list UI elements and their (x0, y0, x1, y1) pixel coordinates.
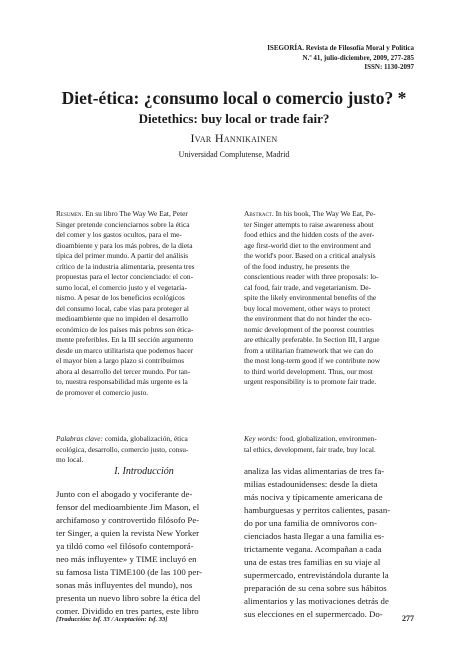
resumen-line: el mayor bien a largo plazo si contribuimos (56, 356, 185, 365)
palabras-clave-label: Palabras clave: (56, 434, 103, 443)
body-line: cienciados hasta llegar a una familia es- (244, 531, 385, 541)
body-line: ter Singer, a quien la revista New Yorker (56, 528, 200, 538)
resumen-line: típica del primer mundo. A partir del análisis (56, 251, 189, 260)
resumen-line: económico de los países más pobres son ética- (56, 324, 194, 334)
abstract-line: urgent responsibility is to promote fair trade. (244, 377, 377, 386)
body-line: hamburguesas y perritos calientes, pasan- (244, 505, 391, 515)
resumen-line: sumo local, el comercio justo y el vegetaria- (56, 282, 187, 292)
body-line: ya tildó como «el filósofo contemporá- (56, 541, 194, 551)
body-line: alimentarios y las motivaciones detrás de (244, 596, 389, 606)
resumen-line: propuestas para el lector concienciado: el con- (56, 272, 194, 281)
journal-issue: N.º 41, julio-diciembre, 2009, 277-285 (302, 53, 414, 62)
footer-dates: [Traducción: Isf. 33 / Aceptación: Isf. 33] (56, 616, 168, 623)
resumen-line: del comer y los gastos ocultos, para el me- (56, 230, 182, 239)
body-line: milias estadounidenses: desde la dieta (244, 479, 378, 489)
abstract-label: Abstract. (244, 209, 274, 218)
body-column-left (56, 488, 232, 618)
body-line: sonas más influyentes del mundo), nos (56, 580, 193, 590)
body-line: preparación de su cena sobre sus hábitos (244, 583, 387, 593)
key-words-line-first (244, 434, 420, 445)
abstract-line: to third world development. Thus, our most (244, 366, 373, 376)
resumen-line: ahora al desarrollo del tercer mundo. Por tan- (56, 366, 191, 376)
resumen-line: dioambiente y para los más pobres, de la dieta (56, 240, 193, 250)
body-line: más nociva y típicamente americana de (244, 492, 383, 502)
abstract-line: are ethically preferable. In Section III, I argue (244, 335, 380, 344)
body-line: fensor del medioambiente Jim Mason, el (56, 502, 200, 512)
abstract-line: nomic development of the poorest countries (244, 324, 374, 334)
section-heading: I. Introducción (114, 466, 174, 477)
article-title: Diet-ética: ¿consumo local o comercio justo? * (61, 88, 407, 108)
body-line: su famosa lista TIME100 (de las 100 per- (56, 567, 202, 577)
abstract-line: spite the likely environmental benefits of the (244, 293, 377, 302)
abstract-block (244, 209, 420, 388)
abstract-line: the world's poor. Based on a critical analysis (244, 251, 376, 260)
resumen-line: del consumo local, cabe vías para proteger al (56, 303, 189, 313)
journal-header (267, 44, 414, 73)
key-words-block (244, 434, 420, 455)
resumen-line: desde un marco utilitarista que podemos hacer (56, 345, 194, 355)
abstract-line: cal food, fair trade, and vegetarianism. De- (244, 282, 372, 292)
abstract-line: age first-world diet to the environment and (244, 240, 371, 250)
author-name: Ivar Hannikainen (190, 131, 278, 145)
author-affiliation: Universidad Complutense, Madrid (178, 150, 290, 159)
palabras-clave-block (56, 434, 232, 466)
journal-issn: ISSN: 1130-2097 (364, 63, 414, 71)
resumen-line: medioambiente que no impiden el desarrollo (56, 314, 188, 323)
body-line: presenta un nuevo libro sobre la ética del (56, 593, 201, 603)
journal-name: ISEGORÍA. Revista de Filosofía Moral y Política (267, 44, 414, 52)
body-line: una de estas tres familias en su viaje al (244, 557, 381, 567)
resumen-line: mente preferibles. En la III sección argumento (56, 335, 194, 344)
resumen-line: to, nuestra responsabilidad más urgente es la (56, 377, 188, 386)
resumen-block (56, 209, 232, 398)
body-line: supermercado, entrevistándola durante la (244, 570, 389, 580)
abstract-line: from a utilitarian framework that we can do (244, 345, 374, 355)
key-words-label: Key words: (244, 434, 278, 443)
body-line: do por una familia de omnívoros con- (244, 518, 377, 528)
body-column-right (244, 465, 420, 621)
body-line: trictamente vegana. Acompañan a cada (244, 544, 382, 554)
body-line: neo más influyente» y TIME incluyó en (56, 554, 197, 564)
key-words-line: tal ethics, development, fair trade, buy local. (244, 444, 376, 454)
body-line: comer. Dividido en tres partes, este libro (56, 606, 199, 616)
resumen-line-first (56, 209, 232, 220)
palabras-clave-line: ecológica, desarrollo, comercio justo, consu- (56, 444, 189, 454)
abstract-line-first (244, 209, 420, 220)
resumen-text: En su libro The Way We Eat, Peter (85, 209, 188, 218)
resumen-line: de promover el comercio justo. (56, 387, 149, 397)
resumen-line: Singer pretende concienciarnos sobre la ética (56, 219, 190, 229)
key-words-text: food, globalization, environmen- (279, 434, 377, 443)
palabras-clave-line: mo local. (56, 455, 84, 464)
abstract-line: of the food industry, he presents the (244, 261, 350, 271)
abstract-line: ter Singer attempts to raise awareness about (244, 219, 374, 229)
resumen-line: crítico de la industria alimentaria, presenta tres (56, 261, 195, 271)
body-line: archifamoso y controvertido filósofo Pe- (56, 515, 200, 525)
resumen-label: Resumen. (56, 209, 84, 218)
abstract-line: buy local movement, other ways to protect (244, 303, 371, 313)
article-subtitle: Dietethics: buy local or trade fair? (138, 111, 330, 126)
body-line: sus elecciones en el supermercado. Do- (244, 609, 383, 619)
abstract-line: food ethics and the hidden costs of the aver- (244, 230, 375, 239)
abstract-text: In his book, The Way We Eat, Pe- (275, 209, 376, 218)
abstract-line: conscientious reader with three proposals: lo- (244, 272, 379, 281)
page-number: 277 (402, 614, 414, 623)
palabras-clave-text: comida, globalización, ética (104, 434, 188, 443)
resumen-line: nismo. A pesar de los beneficios ecológicos (56, 293, 185, 302)
body-line: analiza las vidas alimentarias de tres fa- (244, 466, 385, 476)
abstract-line: the most long-term good if we contribute now (244, 356, 381, 365)
palabras-clave-line-first (56, 434, 232, 445)
body-line: Junto con el abogado y vociferante de- (56, 489, 193, 499)
abstract-line: the environment that do not hinder the eco- (244, 314, 372, 323)
